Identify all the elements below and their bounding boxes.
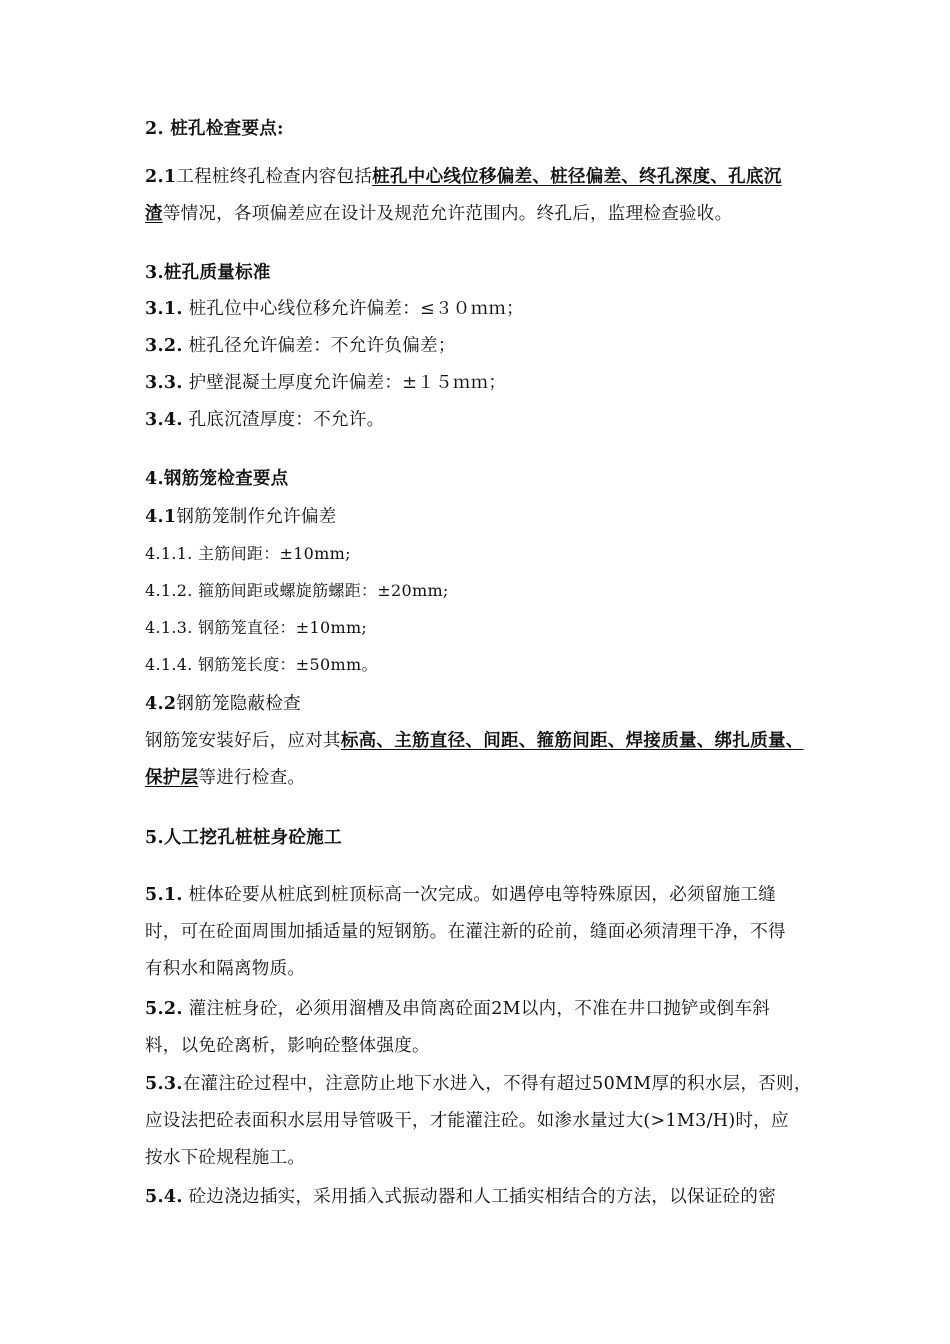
para-5-4-line-1: 5.4. 砼边浇边插实，采用插入式振动器和人工插实相结合的方法，以保证砼的密 xyxy=(145,1187,777,1207)
list-item: 4.1.4. 钢筋笼长度：±50mm。 xyxy=(145,655,378,674)
para-5-3-line-3: 按水下砼规程施工。 xyxy=(145,1148,306,1168)
subsection-4-1-title: 4.1钢筋笼制作允许偏差 xyxy=(145,507,337,527)
list-item: 3.3. 护壁混凝土厚度允许偏差：±１５ｍｍ； xyxy=(145,373,507,393)
para-5-3-line-2: 应设法把砼表面积水层用导管吸干，才能灌注砼。如渗水量过大(>1M3/H)时，应 xyxy=(145,1111,789,1131)
underlined-emphasis: 桩孔中心线位移偏差、桩径偏差、终孔深度、孔底沉 xyxy=(372,167,782,187)
para-5-1-line-1: 5.1. 桩体砼要从桩底到桩顶标高一次完成。如遇停电等特殊原因，必须留施工缝 xyxy=(145,885,777,905)
list-item: 3.4. 孔底沉渣厚度：不允许。 xyxy=(145,410,385,430)
list-item: 4.1.3. 钢筋笼直径：±10mm; xyxy=(145,618,368,637)
list-item: 3.2. 桩孔径允许偏差：不允许负偏差； xyxy=(145,336,456,356)
para-number: 2.1 xyxy=(145,167,177,187)
para-5-1-line-3: 有积水和隔离物质。 xyxy=(145,959,306,979)
para-2-1-line-1: 2.1工程桩终孔检查内容包括桩孔中心线位移偏差、桩径偏差、终孔深度、孔底沉 xyxy=(145,167,782,187)
section-2-heading: 2. 桩孔检查要点: xyxy=(145,119,284,139)
section-4-heading: 4.钢筋笼检查要点 xyxy=(145,469,289,489)
para-4-2-line-2: 保护层等进行检查。 xyxy=(145,768,306,788)
para-5-2-line-1: 5.2. 灌注桩身砼，必须用溜槽及串筒离砼面2M以内，不准在井口抛铲或倒车斜 xyxy=(145,999,771,1019)
list-item: 3.1. 桩孔位中心线位移允许偏差：≤３０ｍｍ； xyxy=(145,299,524,319)
subsection-4-2-title: 4.2钢筋笼隐蔽检查 xyxy=(145,694,301,714)
section-5-heading: 5.人工挖孔桩桩身砼施工 xyxy=(145,828,342,848)
underlined-emphasis: 标高、主筋直径、间距、箍筋间距、焊接质量、绑扎质量、 xyxy=(340,731,804,751)
para-2-1-line-2: 渣等情况，各项偏差应在设计及规范允许范围内。终孔后，监理检查验收。 xyxy=(145,204,733,224)
para-5-1-line-2: 时，可在砼面周围加插适量的短钢筋。在灌注新的砼前，缝面必须清理干净，不得 xyxy=(145,922,786,942)
underlined-emphasis: 渣 xyxy=(145,204,163,224)
list-item: 4.1.1. 主筋间距：±10mm; xyxy=(145,544,351,563)
underlined-emphasis: 保护层 xyxy=(145,768,199,788)
list-item: 4.1.2. 箍筋间距或螺旋筋螺距：±20mm; xyxy=(145,581,449,600)
para-5-3-line-1: 5.3.在灌注砼过程中，注意防止地下水进入，不得有超过50MM厚的积水层，否则， xyxy=(145,1074,812,1094)
para-4-2-line-1: 钢筋笼安装好后，应对其标高、主筋直径、间距、箍筋间距、焊接质量、绑扎质量、 xyxy=(145,731,804,751)
section-3-heading: 3.桩孔质量标准 xyxy=(145,263,271,283)
para-5-2-line-2: 料，以免砼离析，影响砼整体强度。 xyxy=(145,1036,430,1056)
